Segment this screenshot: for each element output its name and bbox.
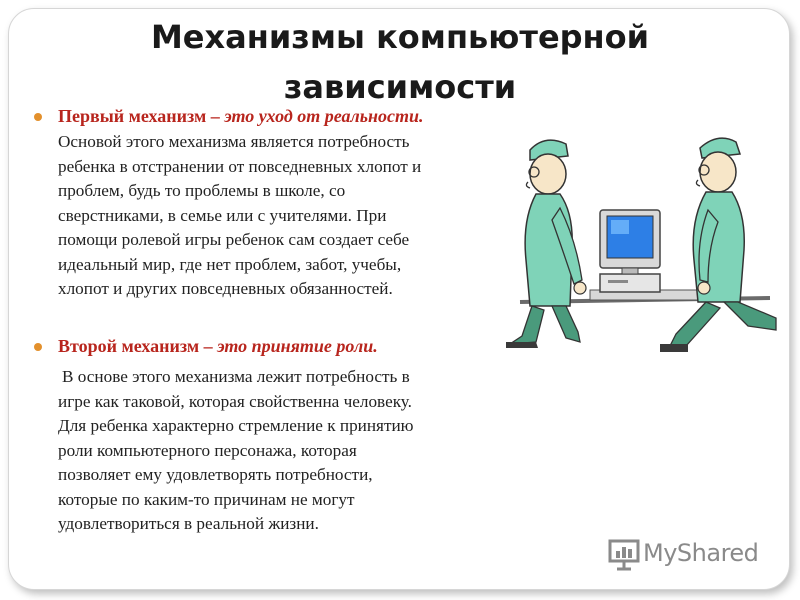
section1-line: проблем, будь то проблемы в школе, со xyxy=(58,181,346,200)
section1-body xyxy=(58,130,421,302)
section1-line: ребенка в отстранении от повседневных хлопот и xyxy=(58,156,422,176)
section2-line: удовлетвориться в реальной жизни. xyxy=(58,514,319,533)
section2-line: роли компьютерного персонажа, которая xyxy=(58,440,357,460)
section2-line: которые по каким-то причинам не могут xyxy=(58,489,355,509)
slide-title xyxy=(60,12,740,112)
section1-line: сверстниками, в семье или с учителями. При xyxy=(58,205,387,225)
slide-title-line2: зависимости xyxy=(283,68,517,106)
section1-line: идеальный мир, где нет проблем, забот, учебы, xyxy=(58,254,402,274)
section2-line: позволяет ему удовлетворять потребности, xyxy=(58,465,373,484)
section2-heading-italic: это принятие роли. xyxy=(217,336,378,356)
bullet-icon xyxy=(34,343,42,351)
section1-line: Основой этого механизма является потребность xyxy=(58,132,410,151)
section1-heading-italic: это уход от реальности. xyxy=(224,106,424,126)
myshared-logo-text: MyShared xyxy=(643,539,759,567)
computer-icon xyxy=(600,210,660,292)
section1-line: помощи ролевой игры ребенок сам создает себе xyxy=(58,230,410,249)
medic-right-figure xyxy=(660,138,776,352)
presentation-board-icon xyxy=(607,537,641,571)
bullet-icon xyxy=(34,113,42,121)
section2-line: В основе этого механизма лежит потребность в xyxy=(62,367,410,386)
section1-heading-bold: Первый механизм – xyxy=(58,106,225,126)
slide-title-line1: Механизмы компьютерной xyxy=(150,18,650,56)
section2-heading-bold: Второй механизм – xyxy=(58,336,218,356)
section2-body xyxy=(58,365,414,537)
medics-carrying-computer-illustration xyxy=(500,130,790,370)
section1-line: хлопот и других повседневных обязанностей. xyxy=(58,279,393,298)
myshared-logo xyxy=(605,535,775,575)
section2-line: Для ребенка характерно стремление к принятию xyxy=(58,416,414,435)
medic-left-figure xyxy=(506,140,586,348)
section2-line: игре как таковой, которая свойственна человеку. xyxy=(58,391,412,411)
